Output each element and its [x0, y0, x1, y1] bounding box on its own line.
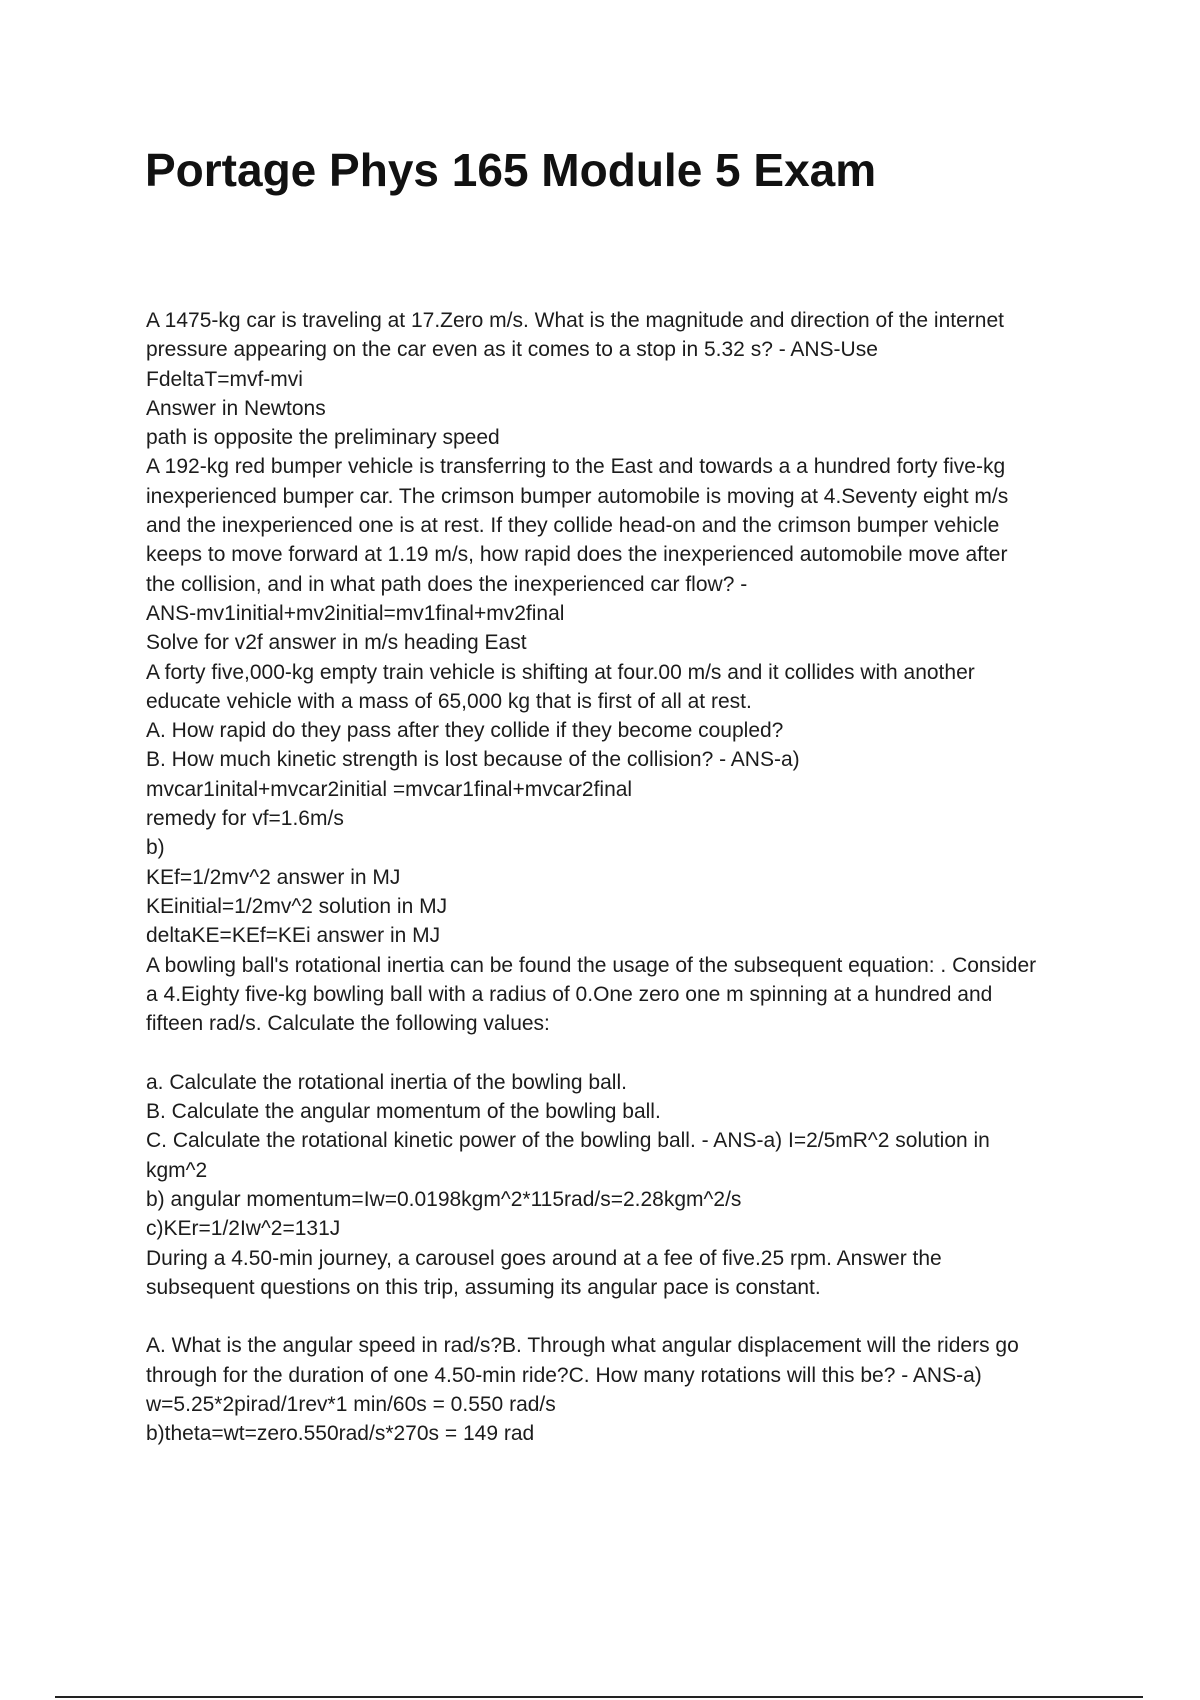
text-line: b)theta=wt=zero.550rad/s*270s = 149 rad — [146, 1422, 535, 1446]
text-line: remedy for vf=1.6m/s — [146, 807, 344, 831]
text-line: B. How much kinetic strength is lost because of the collision? - ANS-a) — [146, 748, 800, 772]
text-line: inexperienced bumper car. The crimson bumper automobile is moving at 4.Seventy eight m/s — [146, 484, 1009, 508]
blank-line — [146, 1302, 1096, 1331]
text-line: A forty five,000-kg empty train vehicle is shifting at four.00 m/s and it collides with another — [146, 660, 975, 684]
text-line: through for the duration of one 4.50-min ride?C. How many rotations will this be? - ANS-a) — [146, 1363, 982, 1387]
text-line: A 192-kg red bumper vehicle is transferring to the East and towards a a hundred forty five-kg — [146, 455, 1006, 479]
text-line: B. Calculate the angular momentum of the bowling ball. — [146, 1100, 661, 1124]
text-line: fifteen rad/s. Calculate the following values: — [146, 1012, 550, 1036]
text-line: Answer in Newtons — [146, 396, 326, 420]
text-line: C. Calculate the rotational kinetic power of the bowling ball. - ANS-a) I=2/5mR^2 solution in — [146, 1129, 990, 1153]
text-line: b) angular momentum=Iw=0.0198kgm^2*115rad/s=2.28kgm^2/s — [146, 1187, 742, 1211]
text-line: A 1475-kg car is traveling at 17.Zero m/s. What is the magnitude and direction of the internet — [146, 309, 1004, 332]
text-line: subsequent questions on this trip, assuming its angular pace is constant. — [146, 1275, 821, 1299]
text-line: keeps to move forward at 1.19 m/s, how rapid does the inexperienced automobile move after — [146, 543, 1008, 567]
text-line: and the inexperienced one is at rest. If they collide head-on and the crimson bumper vehicle — [146, 514, 1000, 538]
text-line: Solve for v2f answer in m/s heading East — [146, 631, 527, 655]
text-line: KEinitial=1/2mv^2 solution in MJ — [146, 894, 448, 918]
text-line: pressure appearing on the car even as it comes to a stop in 5.32 s? - ANS-Use — [146, 338, 878, 362]
text-line: deltaKE=KEf=KEi answer in MJ — [146, 924, 441, 948]
footer-divider — [55, 1696, 1143, 1698]
text-line: A. What is the angular speed in rad/s?B. Through what angular displacement will the riders go — [146, 1334, 1019, 1358]
text-line: a 4.Eighty five-kg bowling ball with a radius of 0.One zero one m spinning at a hundred and — [146, 982, 993, 1006]
text-line: A. How rapid do they pass after they collide if they become coupled? — [146, 719, 784, 743]
text-line: c)KEr=1/2Iw^2=131J — [146, 1217, 341, 1241]
text-line: During a 4.50-min journey, a carousel goes around at a fee of five.25 rpm. Answer the — [146, 1246, 942, 1270]
text-line: A bowling ball's rotational inertia can be found the usage of the subsequent equation: . Consider — [146, 953, 1037, 977]
text-line: path is opposite the preliminary speed — [146, 426, 500, 450]
text-line: the collision, and in what path does the inexperienced car flow? - — [146, 572, 748, 596]
text-line: educate vehicle with a mass of 65,000 kg that is first of all at rest. — [146, 689, 752, 713]
text-line: kgm^2 — [146, 1158, 208, 1182]
text-line: ANS-mv1initial+mv2initial=mv1final+mv2final — [146, 601, 565, 625]
text-line: w=5.25*2pirad/1rev*1 min/60s = 0.550 rad/s — [146, 1392, 556, 1416]
text-line: FdeltaT=mvf-mvi — [146, 367, 303, 391]
text-line: b) — [146, 836, 165, 860]
document-body — [146, 306, 1096, 1449]
blank-line — [146, 1038, 1096, 1067]
document-title: Portage Phys 165 Module 5 Exam — [145, 144, 877, 196]
text-line: a. Calculate the rotational inertia of the bowling ball. — [146, 1070, 627, 1094]
text-line: KEf=1/2mv^2 answer in MJ — [146, 865, 401, 889]
text-line: mvcar1inital+mvcar2initial =mvcar1final+mvcar2final — [146, 777, 633, 801]
